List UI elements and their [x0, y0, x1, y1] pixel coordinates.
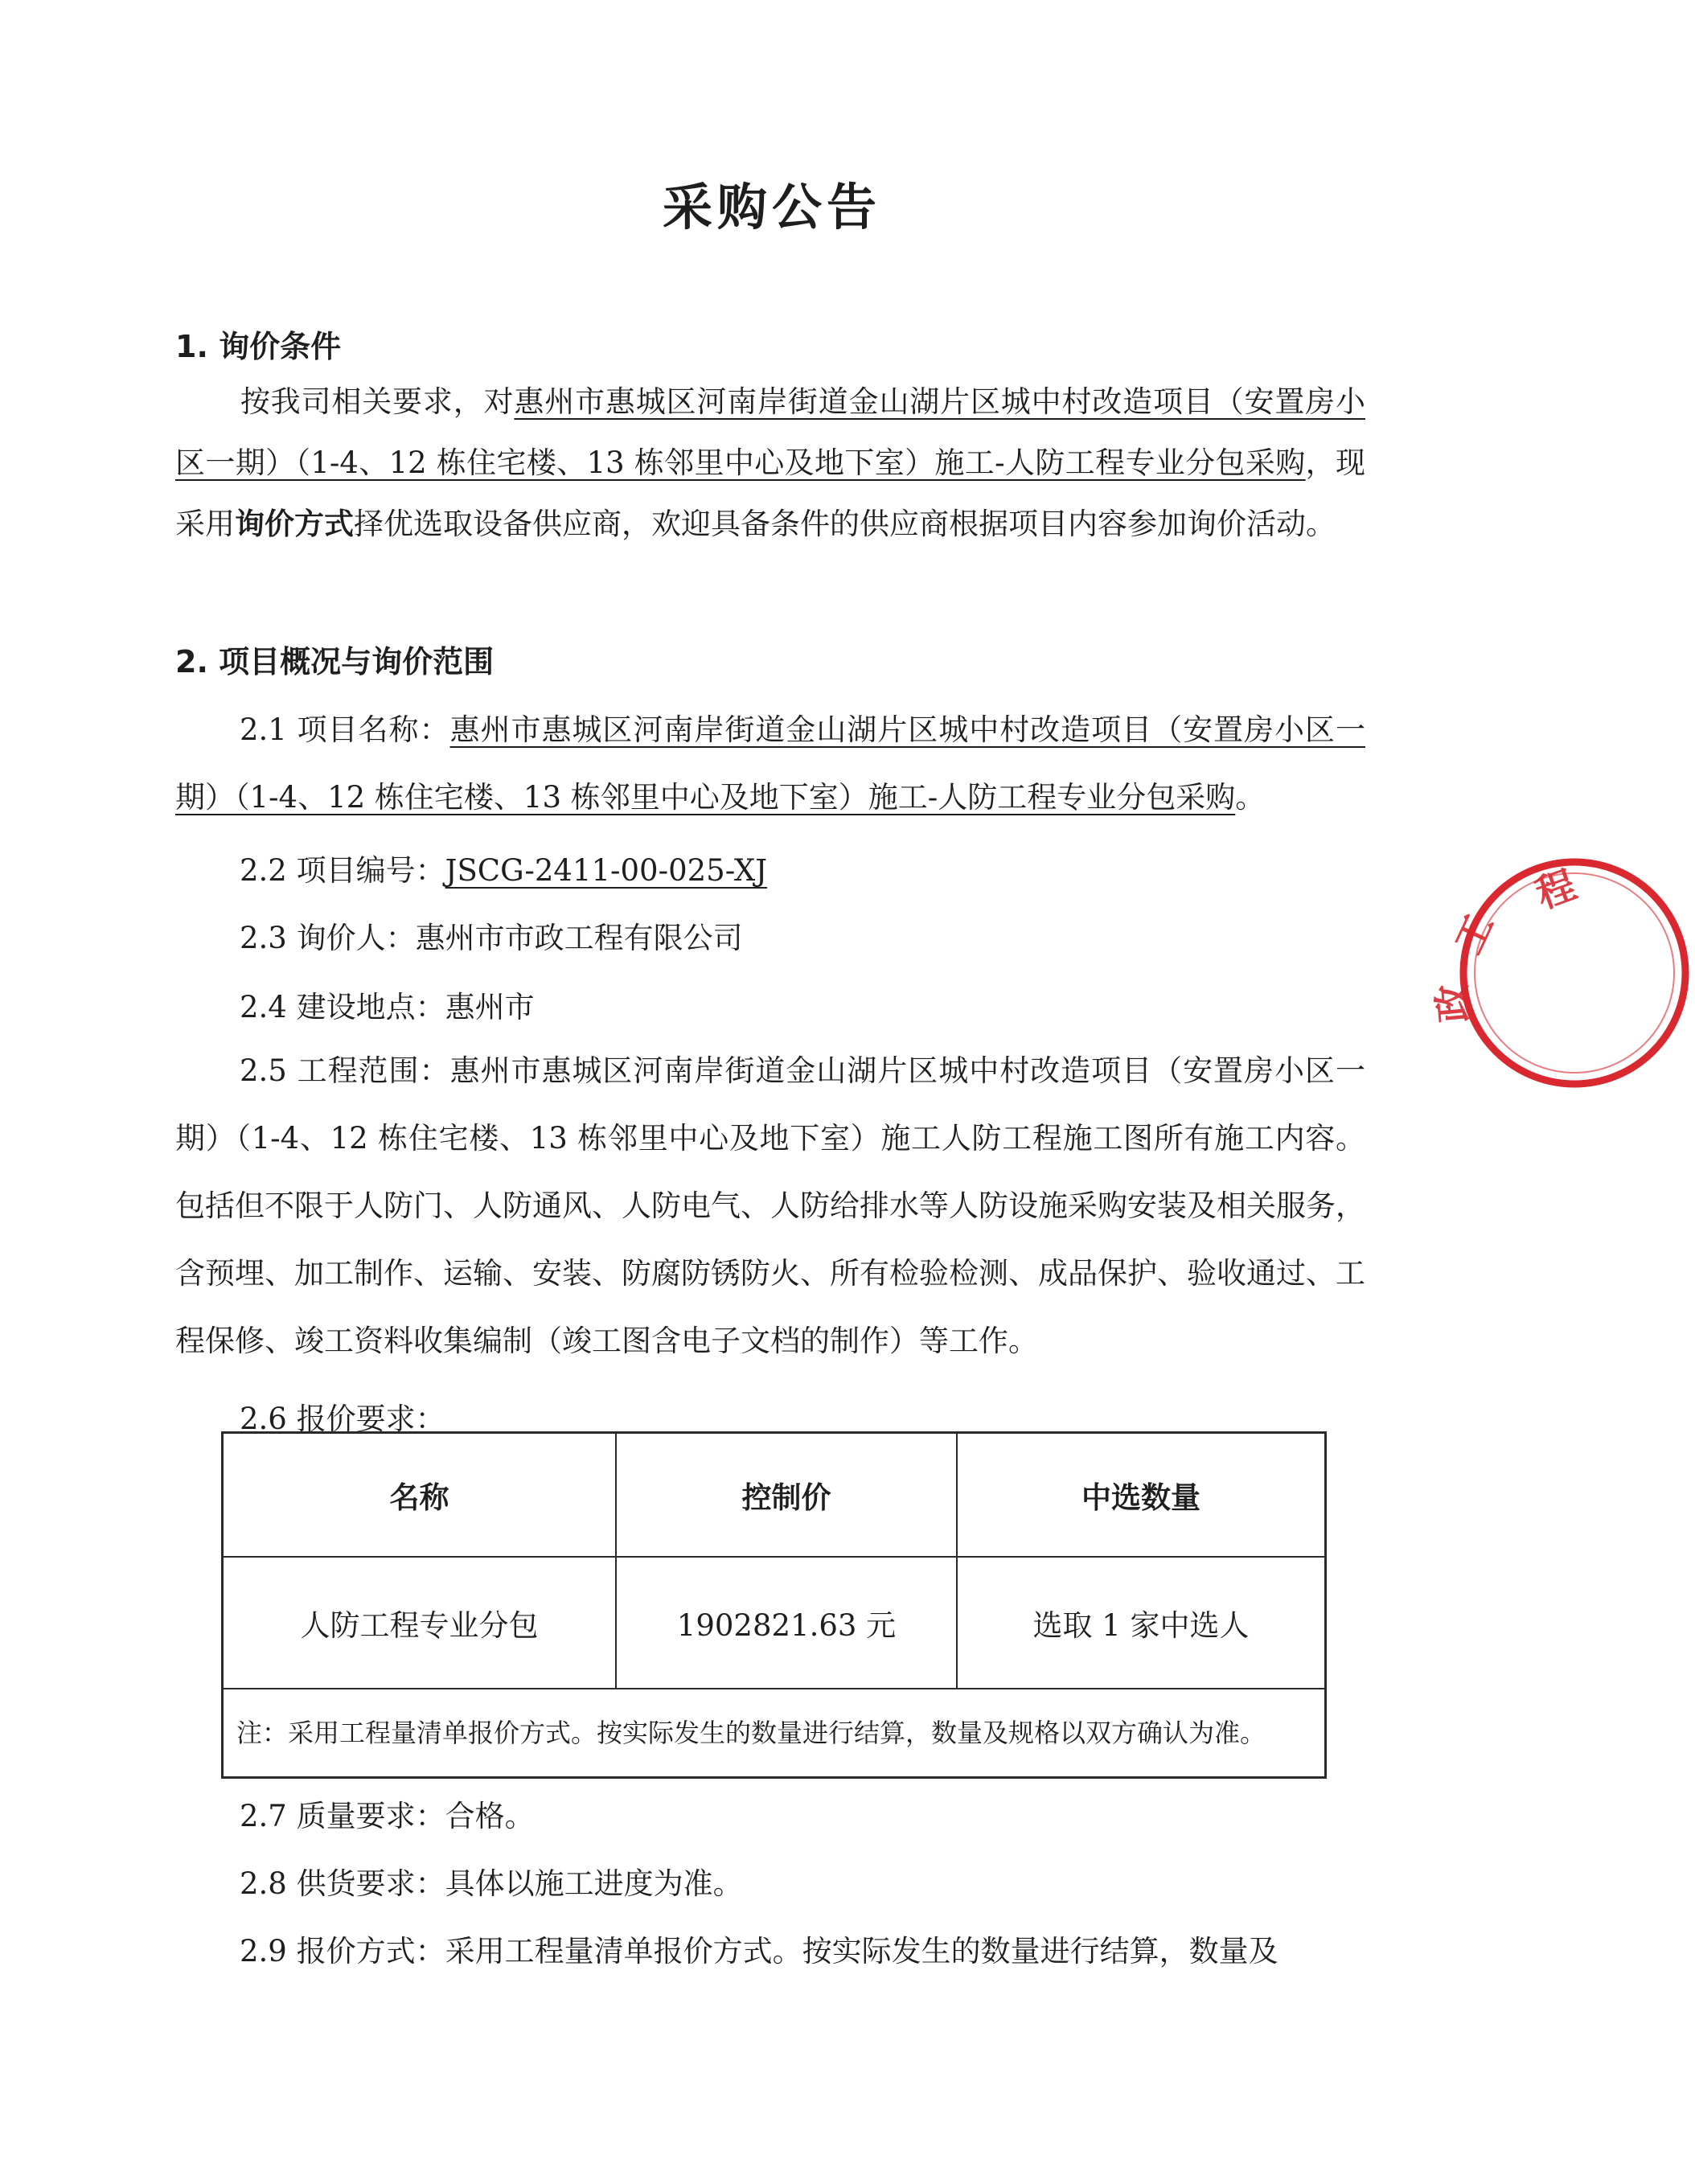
section-1-intro: [175, 372, 1365, 555]
intro-project-name: 惠州市惠城区河南岸街道金山湖片区城中村改造项目（安置房小区一期）（1-4、12 栋住宅楼、13 栋邻里中心及地下室）施工-人防工程专业分包采购: [175, 384, 1366, 480]
header-selected-quantity: 中选数量: [957, 1433, 1326, 1558]
intro-method: 询价方式: [235, 507, 354, 541]
item-2-4: 2.4 建设地点：惠州市: [240, 990, 535, 1024]
cell-name: 人防工程专业分包: [223, 1557, 617, 1689]
item-2-5-text: 2.5 工程范围：惠州市惠城区河南岸街道金山湖片区城中村改造项目（安置房小区一期）（1-4、12 栋住宅楼、13 栋邻里中心及地下室）施工人防工程施工图所有施工内容。包括但不限于人防门、人防通风、人防电气、人防给排水等人防设施采购安装及相关服务，含预埋、加工制作、运输、安装、防腐防锈防火、所有检验检测、成品保护、验收通过、工程保修、竣工资料收集编制（竣工图含电子文档的制作）等工作。: [175, 1053, 1365, 1358]
seal-char-3: 政: [1429, 982, 1478, 1024]
item-2-6: 2.6 报价要求：: [240, 1402, 445, 1436]
section-1-heading: 1. 询价条件: [175, 329, 342, 364]
quote-table: [221, 1431, 1327, 1779]
item-2-2-label: 2.2 项目编号：: [240, 853, 445, 888]
table-row: [223, 1557, 1326, 1689]
seal-char-2: 工: [1446, 906, 1504, 962]
item-2-7: 2.7 质量要求：合格。: [240, 1799, 535, 1833]
item-2-5: [175, 1037, 1365, 1375]
item-2-1-end: 。: [1235, 780, 1266, 815]
cell-selected-quantity: 选取 1 家中选人: [957, 1557, 1326, 1689]
seal-char-1: 程: [1529, 862, 1582, 918]
item-2-9: 2.9 报价方式：采用工程量清单报价方式。按实际发生的数量进行结算，数量及: [240, 1934, 1278, 1968]
intro-prefix: 按我司相关要求，对: [240, 384, 515, 419]
project-code: JSCG-2411-00-025-XJ: [445, 853, 768, 888]
header-control-price: 控制价: [616, 1433, 957, 1558]
item-2-1: [175, 696, 1365, 831]
table-note-row: [223, 1689, 1326, 1778]
item-2-3: 2.3 询价人：惠州市市政工程有限公司: [240, 921, 743, 955]
cell-control-price: 1902821.63 元: [616, 1557, 957, 1689]
page-title: 采购公告: [662, 178, 881, 236]
company-seal-stamp: [1429, 852, 1695, 1094]
item-2-1-label: 2.1 项目名称：: [240, 712, 450, 747]
intro-mid: ，现采用: [175, 445, 1365, 541]
item-2-1-value: 惠州市惠城区河南岸街道金山湖片区城中村改造项目（安置房小区一期）（1-4、12 栋住宅楼、13 栋邻里中心及地下室）施工-人防工程专业分包采购: [175, 712, 1365, 815]
header-name: 名称: [223, 1433, 617, 1558]
section-2-heading: 2. 项目概况与询价范围: [175, 644, 495, 679]
table-note: 注：采用工程量清单报价方式。按实际发生的数量进行结算，数量及规格以双方确认为准。: [223, 1689, 1326, 1778]
intro-suffix: 择优选取设备供应商，欢迎具备条件的供应商根据项目内容参加询价活动。: [354, 507, 1336, 541]
item-2-2: [240, 846, 798, 889]
item-2-8: 2.8 供货要求：具体以施工进度为准。: [240, 1866, 743, 1901]
table-header-row: [223, 1433, 1326, 1558]
